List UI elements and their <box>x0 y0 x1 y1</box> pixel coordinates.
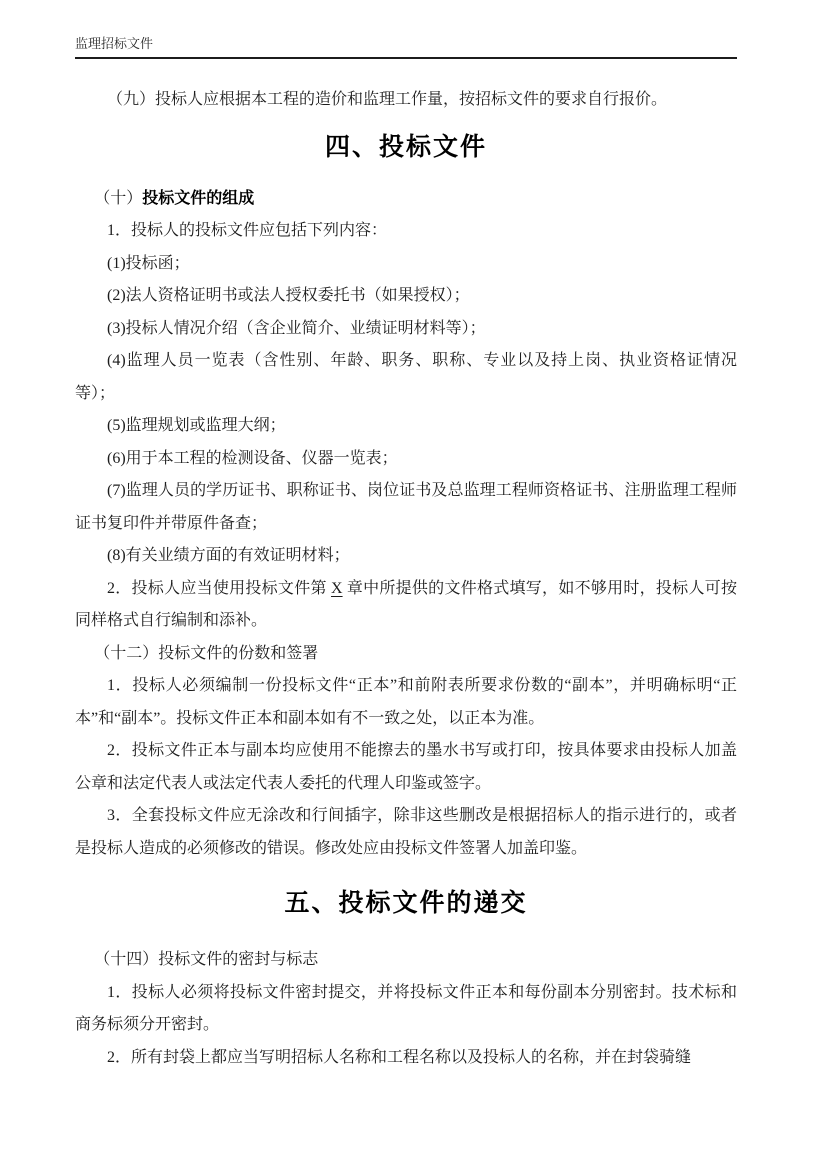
running-header <box>75 36 737 59</box>
running-header-label: 监理招标文件 <box>75 36 154 51</box>
clause-10-number: （十） <box>94 189 143 207</box>
clause-10-list-item-3: (3)投标人情况介绍（含企业简介、业绩证明材料等）； <box>107 319 486 337</box>
clause-12-item-2: 2．投标文件正本与副本均应使用不能擦去的墨水书写或打印，按具体要求由投标人加盖公章和法定代表人或法定代表人委托的代理人印鉴或签字。 <box>75 742 737 792</box>
clause-10-item-2 <box>75 573 737 638</box>
clause-10-list-item-6: (6)用于本工程的检测设备、仪器一览表； <box>107 449 398 467</box>
chapter-4-heading: 四、投标文件 <box>324 132 487 161</box>
chapter-5-heading: 五、投标文件的递交 <box>284 889 528 917</box>
clause-10-title: 投标文件的组成 <box>142 189 255 207</box>
clause-12-item-3: 3．全套投标文件应无涂改和行间插字，除非这些删改是根据招标人的指示进行的，或者是投标人造成的必须修改的错误。修改处应由投标文件签署人加盖印鉴。 <box>75 807 737 857</box>
clause-14-heading: （十四）投标文件的密封与标志 <box>94 951 319 968</box>
clause-10-item-2-pre: 2．投标人应当使用投标文件第 <box>107 579 332 597</box>
clause-10-list-item-5: (5)监理规划或监理大纲； <box>107 417 286 434</box>
chapter-blank-placeholder: X <box>331 579 343 597</box>
clause-12-heading: （十二）投标文件的份数和签署 <box>94 644 319 662</box>
clause-10-heading <box>75 183 737 216</box>
clause-10-item-1: 1．投标人的投标文件应包括下列内容： <box>107 222 388 239</box>
clause-10-list-item-1: (1)投标函； <box>107 254 190 272</box>
clause-14-item-1: 1．投标人必须将投标文件密封提交，并将投标文件正本和每份副本分别密封。技术标和商务标须分开密封。 <box>75 983 737 1033</box>
clause-10-list-item-7: (7)监理人员的学历证书、职称证书、岗位证书及总监理工程师资格证书、注册监理工程师证书复印件并带原件备查； <box>75 482 737 532</box>
clause-14-item-2: 2．所有封袋上都应当写明招标人名称和工程名称以及投标人的名称，并在封袋骑缝 <box>107 1048 692 1066</box>
clause-10-list-item-2: (2)法人资格证明书或法人授权委托书（如果授权）； <box>107 287 470 304</box>
clause-10-list-item-4: (4)监理人员一览表（含性别、年龄、职务、职称、专业以及持上岗、执业资格证情况等）； <box>75 352 737 402</box>
clause-10-item-2-post: 章中所提供的文件格式填写，如不够用时，投标人可按同样格式自行编制和添补。 <box>75 579 737 629</box>
clause-10-list-item-8: (8)有关业绩方面的有效证明材料； <box>107 547 350 564</box>
paragraph-clause-9: （九）投标人应根据本工程的造价和监理工作量，按招标文件的要求自行报价。 <box>107 91 668 108</box>
clause-12-item-1: 1．投标人必须编制一份投标文件“正本”和前附表所要求份数的“副本”，并明确标明“正本”和“副本”。投标文件正本和副本如有不一致之处，以正本为准。 <box>75 677 737 727</box>
document-body <box>75 84 737 1074</box>
